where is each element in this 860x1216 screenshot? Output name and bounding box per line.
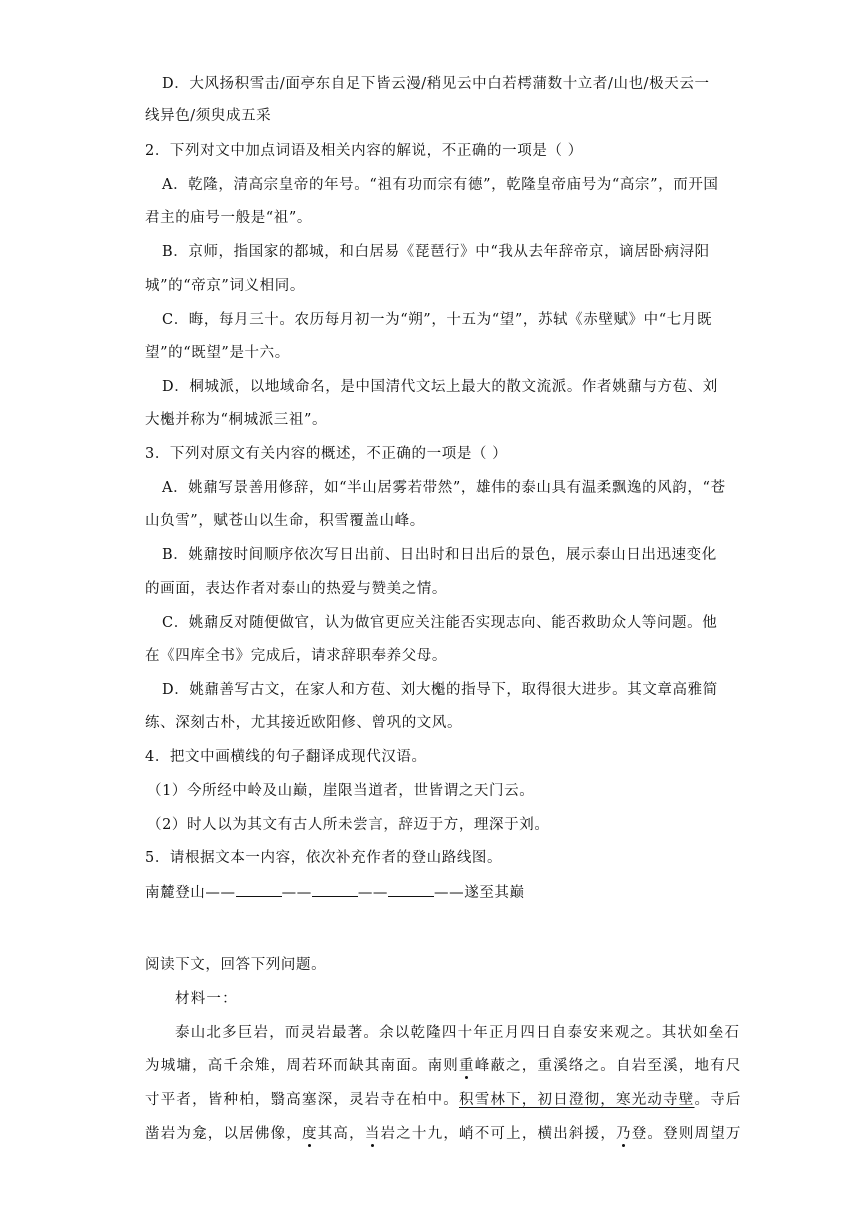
q4-sentence-1: （1）今所经中岭及山巅，崖限当道者，世皆谓之天门云。 — [147, 783, 535, 799]
q1-option-d-line1: D．大风扬积雪击/面亭东自足下皆云漫/稍见云中白若樗蒲数十立者/山也/极天云一 — [162, 76, 710, 92]
q3-option-c-line2: 在《四库全书》完成后，请求辞职奉养父母。 — [145, 648, 447, 664]
q5-stem: 5．请根据文本一内容，依次补充作者的登山路线图。 — [145, 850, 503, 866]
dotted-word-du: 度 — [302, 1126, 318, 1142]
q2-option-d-line1: D．桐城派，以地域命名，是中国清代文坛上最大的散文流派。作者姚鼐与方苞、刘 — [162, 379, 718, 395]
q2-option-d-line2: 大櫆并称为“桐城派三祖”。 — [145, 412, 328, 428]
q5-route-line — [145, 882, 525, 903]
dotted-word-chong: 重 — [459, 1058, 475, 1074]
route-dash-2: —— — [357, 885, 389, 901]
q3-option-d-line2: 练、深刻古朴，尤其接近欧阳修、曾巩的文风。 — [145, 715, 463, 731]
passage-line-4 — [145, 1124, 742, 1144]
passage-text: 为城墉，高千余雉，周若环而缺其南面。南则 — [145, 1058, 459, 1074]
q2-option-c-line2: 望”的“既望”是十六。 — [145, 345, 290, 361]
passage-line-1: 泰山北多巨岩，而灵岩最著。余以乾隆四十年正月四日自泰安来观之。其状如垒石 — [175, 1025, 741, 1041]
q2-option-b-line2: 城”的“帝京”词义相同。 — [145, 278, 305, 294]
q2-option-a-line1: A．乾隆，清高宗皇帝的年号。“祖有功而宗有德”，乾隆皇帝庙号为“高宗”，而开国 — [162, 177, 719, 193]
passage-line-3 — [145, 1090, 742, 1110]
passage-text: 凿岩为龛，以居佛像， — [145, 1126, 302, 1142]
route-blank-2[interactable] — [312, 882, 358, 897]
passage-line-2 — [145, 1056, 742, 1076]
q3-option-b-line2: 的画面，表达作者对泰山的热爱与赞美之情。 — [145, 581, 447, 597]
q3-stem: 3．下列对原文有关内容的概述，不正确的一项是（ ） — [145, 446, 508, 462]
material-title: 材料一： — [175, 991, 238, 1007]
route-end: ——遂至其巅 — [434, 885, 525, 901]
q2-option-c-line1: C．晦，每月三十。农历每月初一为“朔”，十五为“望”，苏轼《赤壁赋》中“七月既 — [162, 312, 713, 328]
underlined-sentence: 积雪林下，初日澄彻，寒光动寺壁 — [459, 1092, 695, 1108]
q2-option-b-line1: B．京师，指国家的都城，和白居易《琵琶行》中“我从去年辞帝京，谪居卧病浔阳 — [162, 244, 710, 260]
q3-option-b-line1: B．姚鼐按时间顺序依次写日出前、日出时和日出后的景色，展示泰山日出迅速变化 — [162, 547, 717, 563]
q3-option-a-line2: 山负雪”，赋苍山以生命，积雪覆盖山峰。 — [145, 513, 425, 529]
passage-text: 登。登则周望万 — [631, 1126, 742, 1142]
passage-text: 。寺后 — [694, 1092, 742, 1108]
route-start: 南麓登山—— — [145, 885, 236, 901]
dotted-word-nai: 乃 — [616, 1126, 632, 1142]
reading-intro: 阅读下文，回答下列问题。 — [145, 957, 327, 973]
passage-text: 峰蔽之，重溪络之。自岩至溪，地有尺 — [474, 1058, 742, 1074]
q2-stem: 2．下列对文中加点词语及相关内容的解说，不正确的一项是（ ） — [145, 143, 583, 159]
dotted-word-dang: 当 — [364, 1126, 381, 1142]
q4-sentence-2: （2）时人以为其文有古人所未尝言，辞迈于方，理深于刘。 — [147, 817, 550, 833]
route-dash-1: —— — [281, 885, 312, 901]
route-blank-1[interactable] — [236, 882, 282, 897]
passage-text: 岩之十九，峭不可上，横出斜援， — [380, 1126, 617, 1142]
passage-text: 寸平者，皆种柏，翳高塞深，灵岩寺在柏中。 — [145, 1092, 459, 1108]
passage-text: 其高， — [317, 1126, 365, 1142]
q2-option-a-line2: 君主的庙号一般是“祖”。 — [145, 210, 313, 226]
q4-stem: 4．把文中画横线的句子翻译成现代汉语。 — [145, 749, 427, 765]
q3-option-c-line1: C．姚鼐反对随便做官，认为做官更应关注能否实现志向、能否救助众人等问题。他 — [162, 615, 718, 631]
q1-option-d-line2: 线异色/须臾成五采 — [145, 108, 272, 124]
q3-option-d-line1: D．姚鼐善写古文，在家人和方苞、刘大櫆的指导下，取得很大进步。其文章高雅简 — [162, 682, 718, 698]
q3-option-a-line1: A．姚鼐写景善用修辞，如“半山居雾若带然”，雄伟的泰山具有温柔飘逸的风韵，“苍 — [162, 480, 726, 496]
route-blank-3[interactable] — [388, 882, 434, 897]
